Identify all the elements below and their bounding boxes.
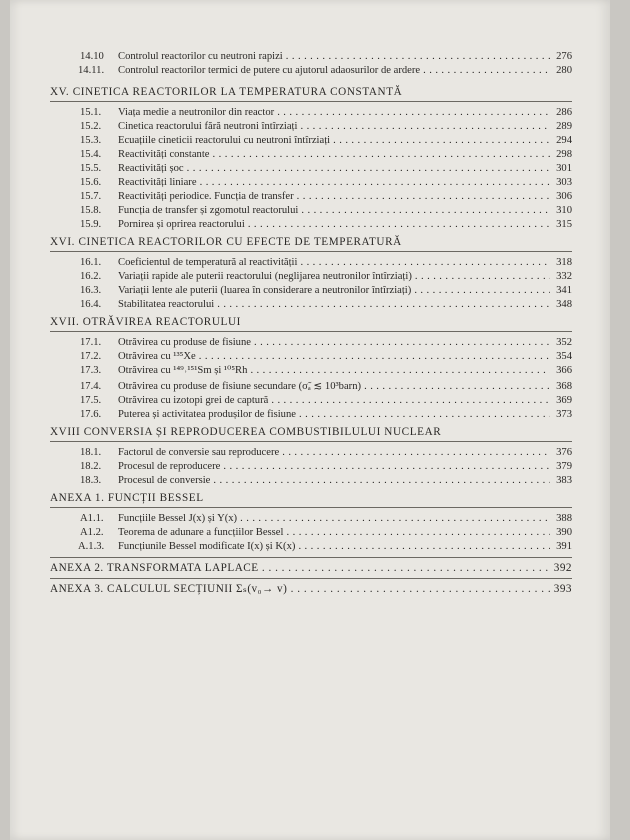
- annex-entry: [50, 560, 572, 576]
- entry-code: 16.1.: [80, 257, 102, 268]
- toc-entry: [10, 190, 610, 204]
- entry-page: 332: [556, 271, 572, 282]
- entry-title: Procesul de conversie . . .: [118, 474, 550, 488]
- entry-title: Otrăvirea cu produse de fisiune . . .: [118, 336, 550, 350]
- entry-code: 15.7.: [80, 191, 102, 202]
- entry-title: Otrăvirea cu ¹⁴⁹˒¹⁵¹Sm și ¹⁰⁵Rh . . .: [118, 364, 550, 378]
- divider: [50, 331, 572, 332]
- entry-title: Otrăvirea cu produse de fisiune secundare (σ̃ₐ ≲ 10³barn) . . .: [118, 380, 550, 394]
- toc-entry: [10, 218, 610, 232]
- toc-entry: [10, 270, 610, 284]
- annex-page: 393: [550, 581, 572, 597]
- toc-entry: [10, 336, 610, 350]
- entry-code: 15.1.: [80, 107, 102, 118]
- divider: [50, 251, 572, 252]
- entry-page: 318: [556, 257, 572, 268]
- entry-page: 354: [556, 351, 572, 362]
- entry-title: Reactivități șoc . . .: [118, 162, 550, 176]
- toc-entry: [10, 526, 610, 540]
- entry-code: 17.4.: [80, 381, 102, 392]
- entry-code: A.1.3.: [78, 541, 105, 552]
- entry-page: 310: [556, 205, 572, 216]
- entry-page: 280: [556, 65, 572, 76]
- chapter-heading: ANEXA 1. FUNCȚII BESSEL: [50, 492, 204, 504]
- entry-page: 301: [556, 163, 572, 174]
- entry-page: 348: [556, 299, 572, 310]
- entry-title: Puterea și activitatea produșilor de fisiune . . .: [118, 408, 550, 422]
- entry-page: 289: [556, 121, 572, 132]
- chapter-heading: XVII. OTRĂVIREA REACTORULUI: [50, 316, 241, 328]
- toc-entry: [10, 162, 610, 176]
- entry-page: 369: [556, 395, 572, 406]
- entry-page: 383: [556, 475, 572, 486]
- entry-page: 306: [556, 191, 572, 202]
- toc-entry: [10, 350, 610, 364]
- divider: [50, 101, 572, 102]
- divider: [50, 557, 572, 558]
- toc-entry: [10, 446, 610, 460]
- entry-title: Variații rapide ale puterii reactorului (neglijarea neutronilor întîrziați) . . .: [118, 270, 550, 284]
- entry-code: 16.2.: [80, 271, 102, 282]
- chapter-heading: XV. CINETICA REACTORILOR LA TEMPERATURA CONSTANTĂ: [50, 86, 403, 98]
- entry-code: 15.6.: [80, 177, 102, 188]
- entry-code: 15.4.: [80, 149, 102, 160]
- entry-title: Reactivități liniare . . .: [118, 176, 550, 190]
- entry-page: 352: [556, 337, 572, 348]
- entry-title: Controlul reactorilor termici de putere cu ajutorul adaosurilor de ardere . . .: [118, 64, 550, 78]
- entry-page: 373: [556, 409, 572, 420]
- entry-title: Teorema de adunare a funcțiilor Bessel . . .: [118, 526, 550, 540]
- entry-title: Stabilitatea reactorului . . .: [118, 298, 550, 312]
- entry-title: Variații lente ale puterii (luarea în considerare a neutronilor întîrziați) . . .: [118, 284, 550, 298]
- entry-page: 298: [556, 149, 572, 160]
- toc-entry: [10, 176, 610, 190]
- entry-title: Otrăvirea cu izotopi grei de captură . . .: [118, 394, 550, 408]
- entry-title: Funcțiile Bessel J(x) și Y(x) . . .: [118, 512, 550, 526]
- toc-entry: [10, 256, 610, 270]
- toc-entry: [10, 50, 610, 64]
- entry-title: Cinetica reactorului fără neutroni întîrziați . . .: [118, 120, 550, 134]
- entry-page: 366: [556, 365, 572, 376]
- entry-code: 15.9.: [80, 219, 102, 230]
- toc-entry: [10, 64, 610, 78]
- entry-code: 14.10: [80, 51, 104, 62]
- entry-title: Coeficientul de temperatură al reactivității . . .: [118, 256, 550, 270]
- entry-code: A1.1.: [80, 513, 104, 524]
- entry-code: 16.4.: [80, 299, 102, 310]
- entry-code: 17.3.: [80, 365, 102, 376]
- entry-page: 390: [556, 527, 572, 538]
- entry-title: Controlul reactorilor cu neutroni rapizi . . .: [118, 50, 550, 64]
- entry-code: 17.1.: [80, 337, 102, 348]
- entry-page: 286: [556, 107, 572, 118]
- annex-entry: [50, 581, 572, 597]
- entry-page: 388: [556, 513, 572, 524]
- entry-title: Ecuațiile cineticii reactorului cu neutroni întîrziați . . .: [118, 134, 550, 148]
- entry-code: 18.1.: [80, 447, 102, 458]
- toc-entry: [10, 512, 610, 526]
- toc-entry: [10, 408, 610, 422]
- chapter-heading: XVI. CINETICA REACTORILOR CU EFECTE DE TEMPERATURĂ: [50, 236, 402, 248]
- entry-page: 315: [556, 219, 572, 230]
- entry-code: A1.2.: [80, 527, 104, 538]
- entry-code: 17.5.: [80, 395, 102, 406]
- entry-code: 15.8.: [80, 205, 102, 216]
- toc-entry: [10, 120, 610, 134]
- toc-entry: [10, 298, 610, 312]
- entry-title: Reactivități periodice. Funcția de transfer . . .: [118, 190, 550, 204]
- entry-code: 15.3.: [80, 135, 102, 146]
- toc-entry: [10, 106, 610, 120]
- annex-title: ANEXA 3. CALCULUL SECȚIUNII Σₛ(v₀→ v) . . .: [50, 583, 572, 595]
- entry-code: 14.11.: [78, 65, 105, 76]
- entry-title: Pornirea și oprirea reactorului . . .: [118, 218, 550, 232]
- toc-page: [10, 0, 610, 840]
- entry-title: Factorul de conversie sau reproducere . . .: [118, 446, 550, 460]
- entry-page: 341: [556, 285, 572, 296]
- toc-entry: [10, 364, 610, 378]
- toc-entry: [10, 540, 610, 554]
- divider: [50, 441, 572, 442]
- entry-page: 276: [556, 51, 572, 62]
- entry-page: 303: [556, 177, 572, 188]
- chapter-heading: XVIII CONVERSIA ȘI REPRODUCEREA COMBUSTIBILULUI NUCLEAR: [50, 426, 442, 438]
- annex-page: 392: [550, 560, 572, 576]
- divider: [50, 578, 572, 579]
- entry-page: 294: [556, 135, 572, 146]
- entry-title: Funcția de transfer și zgomotul reactorului . . .: [118, 204, 550, 218]
- entry-page: 376: [556, 447, 572, 458]
- entry-title: Otrăvirea cu ¹³⁵Xe . . .: [118, 350, 550, 364]
- entry-title: Reactivități constante . . .: [118, 148, 550, 162]
- toc-entry: [10, 134, 610, 148]
- toc-entry: [10, 394, 610, 408]
- entry-code: 17.6.: [80, 409, 102, 420]
- toc-entry: [10, 474, 610, 488]
- toc-entry: [10, 380, 610, 394]
- entry-title: Viața medie a neutronilor din reactor . . .: [118, 106, 550, 120]
- entry-title: Procesul de reproducere . . .: [118, 460, 550, 474]
- toc-entry: [10, 460, 610, 474]
- entry-code: 17.2.: [80, 351, 102, 362]
- entry-code: 18.3.: [80, 475, 102, 486]
- entry-page: 368: [556, 381, 572, 392]
- toc-entry: [10, 204, 610, 218]
- toc-entry: [10, 148, 610, 162]
- annex-title: ANEXA 2. TRANSFORMATA LAPLACE . . .: [50, 562, 572, 574]
- divider: [50, 507, 572, 508]
- entry-page: 391: [556, 541, 572, 552]
- entry-page: 379: [556, 461, 572, 472]
- toc-entry: [10, 284, 610, 298]
- entry-code: 16.3.: [80, 285, 102, 296]
- entry-title: Funcțiunile Bessel modificate I(x) și K(x) . . .: [118, 540, 550, 554]
- entry-code: 15.2.: [80, 121, 102, 132]
- entry-code: 18.2.: [80, 461, 102, 472]
- entry-code: 15.5.: [80, 163, 102, 174]
